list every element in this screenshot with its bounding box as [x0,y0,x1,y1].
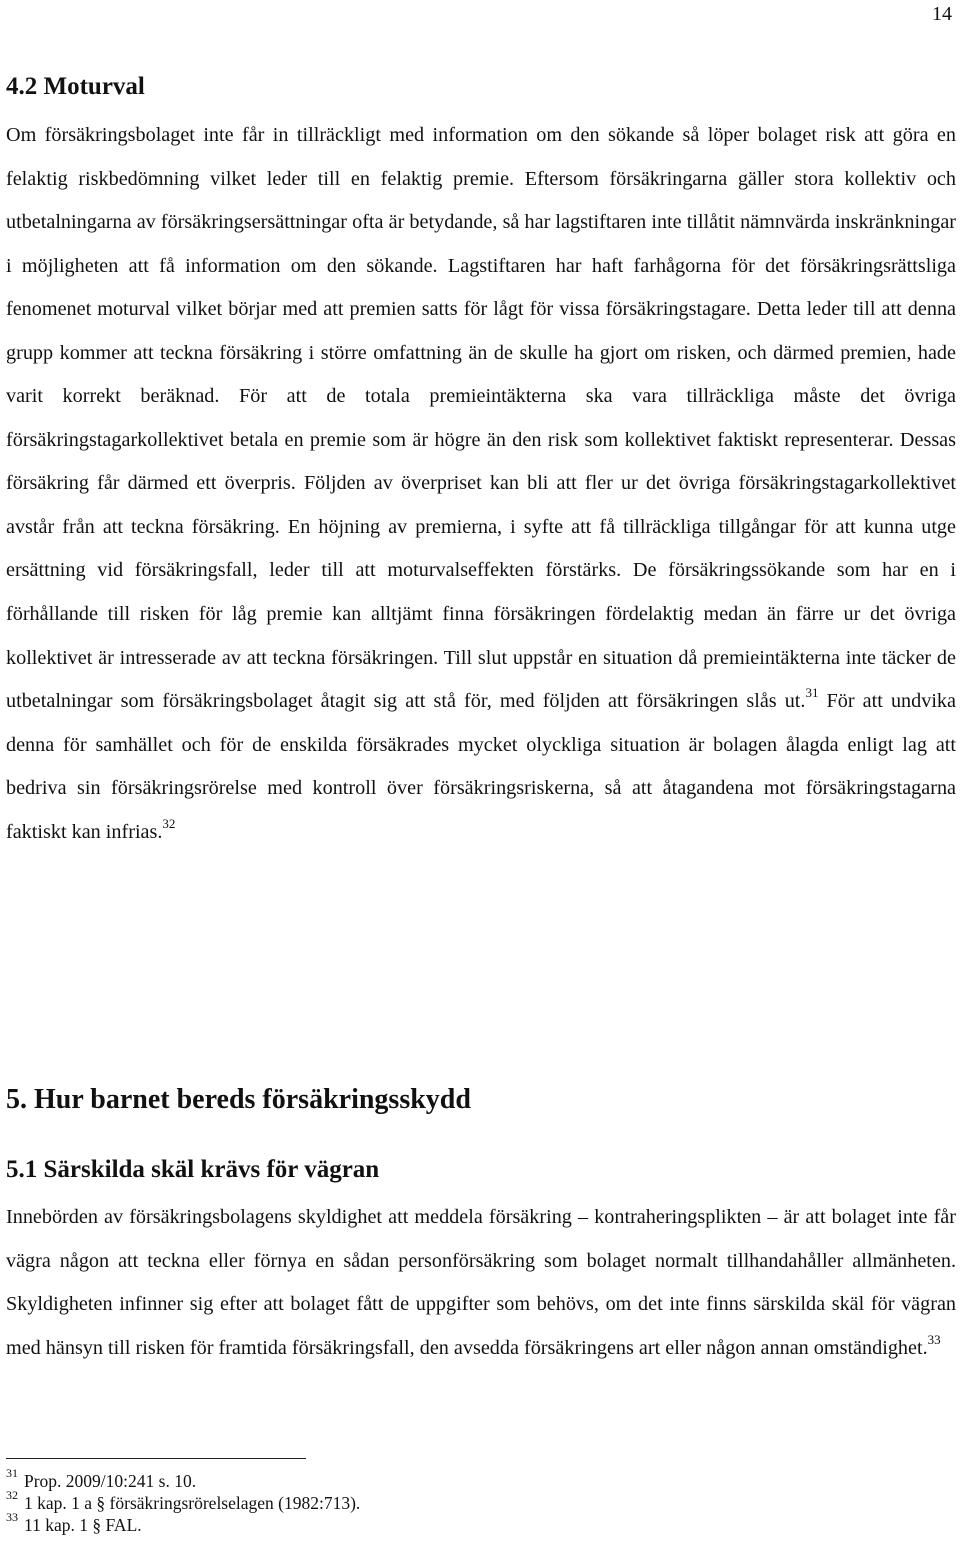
paragraph-text: Om försäkringsbolaget inte får in tillräckligt med information om den sökande så löper bolaget risk att göra en felaktig riskbedömning vilket leder till en felaktig premie. Eftersom försäkringarna gäller stora kollektiv och utbetalningarna av försäkringsersättningar ofta är betydande, så har lagstiftaren inte tillåtit nämnvärda inskränkningar i möjligheten att få information om den sökande. Lagstiftaren har haft farhågorna för det försäkringsrättsliga fenomenet moturval vilket börjar med att premien satts för lågt för vissa försäkringstagare. Detta leder till att denna grupp kommer att teckna försäkring i större omfattning än de skulle ha gjort om risken, och därmed premien, hade varit korrekt beräknad. För att de totala premieintäkterna ska vara tillräckliga måste det övriga försäkringstagarkollektivet betala en premie som är högre än den risk som kollektivet faktiskt representerar. Dessas försäkring får därmed ett överpris. Följden av överpriset kan bli att fler ur det övriga försäkringstagarkollektivet avstår från att teckna försäkring. En höjning av premierna, i syfte att få tillräckliga tillgångar för att kunna utge ersättning vid försäkringsfall, leder till att moturvalseffekten förstärks. De försäkringssökande som har en i förhållande till risken för låg premie kan alltjämt finna försäkringen fördelaktig medan än färre ur det övriga kollektivet är intresserade av att teckna försäkringen. Till slut uppstår en situation då premieintäkterna inte täcker de utbetalningar som försäkringsbolaget åtagit sig att stå för, med följden att försäkringen slås ut. [6,124,956,713]
footnotes [6,1466,606,1536]
footnote-ref: 31 [805,685,819,701]
footnote-number: 33 [6,1510,18,1525]
footnote-text: 1 kap. 1 a § försäkringsrörelselagen (1982:713). [24,1493,361,1513]
paragraph-moturval [6,114,956,854]
footnote-ref: 32 [162,816,176,832]
section-heading-5: 5. Hur barnet bereds försäkringsskydd [6,1084,471,1115]
section-heading-5-1: 5.1 Särskilda skäl krävs för vägran [6,1156,380,1183]
footnote-ref: 33 [927,1331,941,1347]
footnote-text: 11 kap. 1 § FAL. [24,1515,142,1535]
section-heading-4-2: 4.2 Moturval [6,73,145,100]
paragraph-text: Innebörden av försäkringsbolagens skyldighet att meddela försäkring – kontraheringsplikten – är att bolaget inte får vägra någon att teckna eller förnya en sådan personförsäkring som bolaget normalt tillhandahåller allmänheten. Skyldigheten infinner sig efter att bolaget fått de uppgifter som behövs, om det inte finns särskilda skäl för vägran med hänsyn till risken för framtida försäkringsfall, den avsedda försäkringens art eller någon annan omständighet. [6,1206,956,1359]
paragraph-text: För att undvika denna för samhället och för de enskilda försäkrades mycket olyckliga situation är bolagen ålagda enligt lag att bedriva sin försäkringsrörelse med kontroll över försäkringsriskerna, så att åtagandena mot försäkringstagarna faktiskt kan infrias. [6,690,956,843]
paragraph-kontraheringsplikt [6,1196,956,1370]
footnote-item [6,1510,606,1536]
footnote-number: 31 [6,1466,18,1481]
footnote-divider [6,1458,306,1459]
page-number: 14 [932,3,952,25]
footnote-item [6,1466,606,1492]
footnote-number: 32 [6,1488,18,1503]
footnote-text: Prop. 2009/10:241 s. 10. [24,1471,197,1491]
footnote-item [6,1488,606,1514]
